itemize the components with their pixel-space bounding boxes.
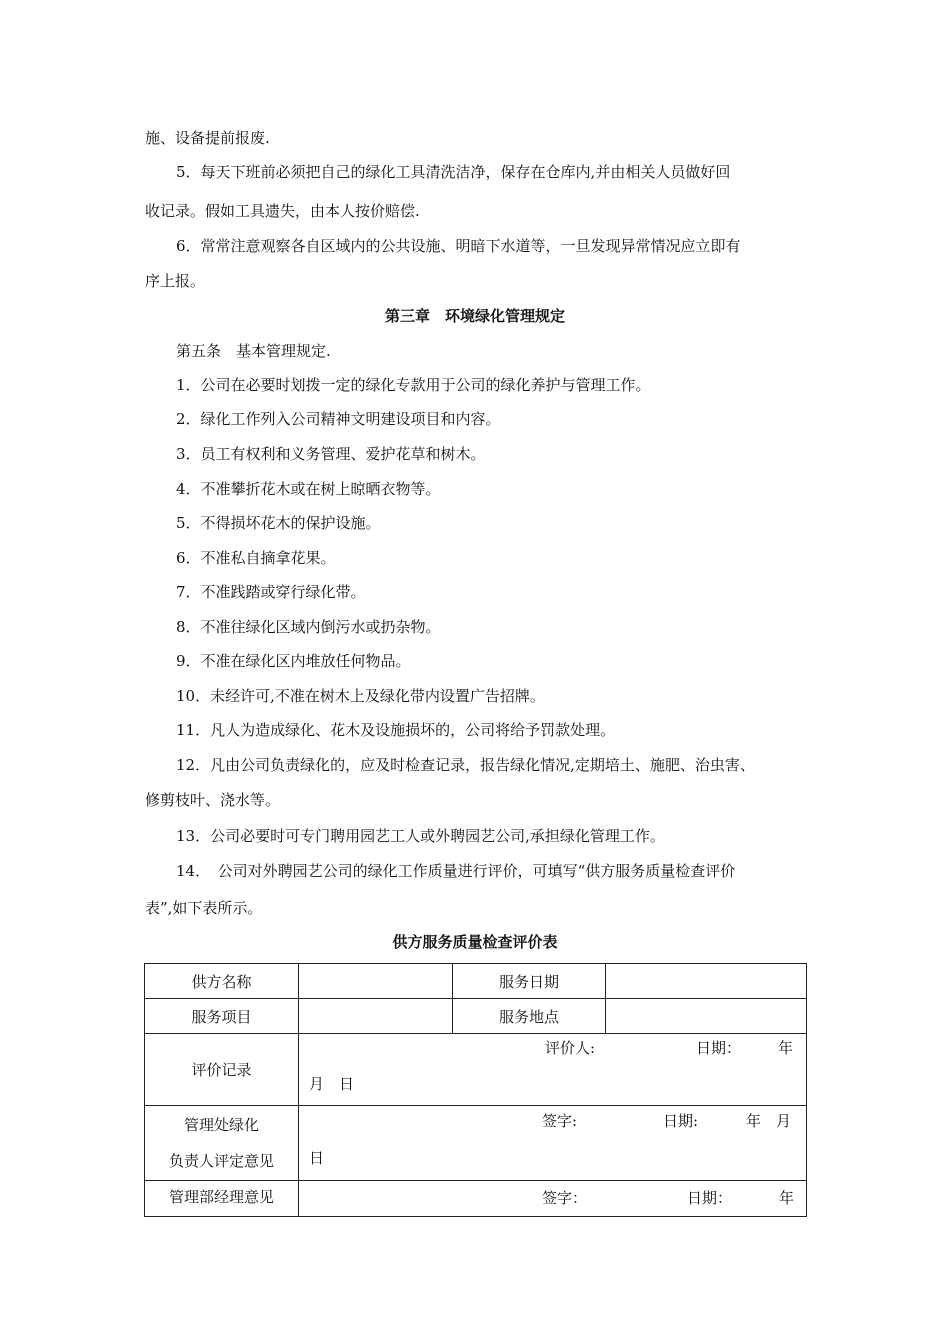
rule-item-12-cont: 修剪枝叶、浇水等。 [145,791,281,809]
rule-item: 1．公司在必要时划拨一定的绿化专款用于公司的绿化养护与管理工作。 [176,376,651,394]
table-title: 供方服务质量检查评价表 [392,933,558,951]
service-location-value[interactable] [606,999,807,1034]
rule-item: 10．未经许可,不准在树木上及绿化带内设置广告招牌。 [176,687,545,705]
rule-item: 2．绿化工作列入公司精神文明建设项目和内容。 [176,410,501,428]
sign-label: 签字: [542,1112,578,1130]
rule-item: 4．不准攀折花木或在树上晾晒衣物等。 [176,480,441,498]
rule-item-14: 14． 公司对外聘园艺公司的绿化工作质量进行评价，可填写“供方服务质量检查评价 [176,862,736,880]
sign-label: 签字： [542,1189,588,1207]
table-row [145,964,807,999]
rule-item-14-cont: 表”,如下表所示。 [145,899,263,917]
evaluation-record-label: 评价记录 [145,1034,299,1106]
table-row [145,1034,807,1106]
year-month-label: 年 月 [746,1112,792,1130]
year-label: 年 [779,1189,795,1207]
supplier-name-value[interactable] [299,964,453,999]
rule-item: 11．凡人为造成绿化、花木及设施损坏的，公司将给予罚款处理。 [176,721,616,739]
day-label: 日 [309,1149,325,1167]
service-item-label: 服务项目 [145,999,299,1034]
service-date-label: 服务日期 [453,964,606,999]
rule-item: 3．员工有权利和义务管理、爱护花草和树木。 [176,445,486,463]
mgmt-green-label [145,1106,299,1181]
paragraph-item-5: 5．每天下班前必须把自己的绿化工具清洗洁净，保存在仓库内,并由相关人员做好回 [176,163,731,181]
table-row [145,1106,807,1181]
rule-item: 9．不准在绿化区内堆放任何物品。 [176,652,411,670]
table-row [145,1181,807,1217]
paragraph-item-5-cont: 收记录。假如工具遗失，由本人按价赔偿. [145,202,420,220]
table-row [145,999,807,1034]
paragraph-continuation: 施、设备提前报废. [145,129,270,147]
supplier-name-label: 供方名称 [145,964,299,999]
rule-item: 7．不准践踏或穿行绿化带。 [176,583,366,601]
evaluation-table [144,963,807,1217]
mgmt-green-cell[interactable] [299,1106,807,1181]
service-date-value[interactable] [606,964,807,999]
mgmt-green-label-line2: 负责人评定意见 [168,1152,274,1170]
month-day-label: 月 日 [309,1075,355,1093]
mgmt-green-label-line1: 管理处绿化 [183,1116,259,1134]
date-label: 日期: [663,1112,699,1130]
rule-item-13: 13．公司必要时可专门聘用园艺工人或外聘园艺公司,承担绿化管理工作。 [176,827,665,845]
service-item-value[interactable] [299,999,453,1034]
rule-item: 6．不准私自摘拿花果。 [176,549,336,567]
dept-manager-cell[interactable] [299,1181,807,1217]
evaluation-record-cell[interactable] [299,1034,807,1106]
paragraph-item-6-cont: 序上报。 [145,272,206,290]
rule-item-12: 12．凡由公司负责绿化的，应及时检查记录，报告绿化情况,定期培土、施肥、治虫害、 [176,756,755,774]
paragraph-item-6: 6．常常注意观察各自区域内的公共设施、明暗下水道等，一旦发现异常情况应立即有 [176,237,741,255]
service-location-label: 服务地点 [453,999,606,1034]
date-label: 日期： [687,1189,733,1207]
article-title: 第五条 基本管理规定. [176,342,331,360]
date-label: 日期： [696,1039,742,1057]
chapter-title: 第三章 环境绿化管理规定 [384,307,565,325]
dept-manager-label: 管理部经理意见 [145,1181,299,1217]
evaluator-label: 评价人: [545,1039,596,1057]
rule-item: 5．不得损坏花木的保护设施。 [176,514,381,532]
year-label: 年 [778,1039,794,1057]
rule-item: 8．不准往绿化区域内倒污水或扔杂物。 [176,618,441,636]
